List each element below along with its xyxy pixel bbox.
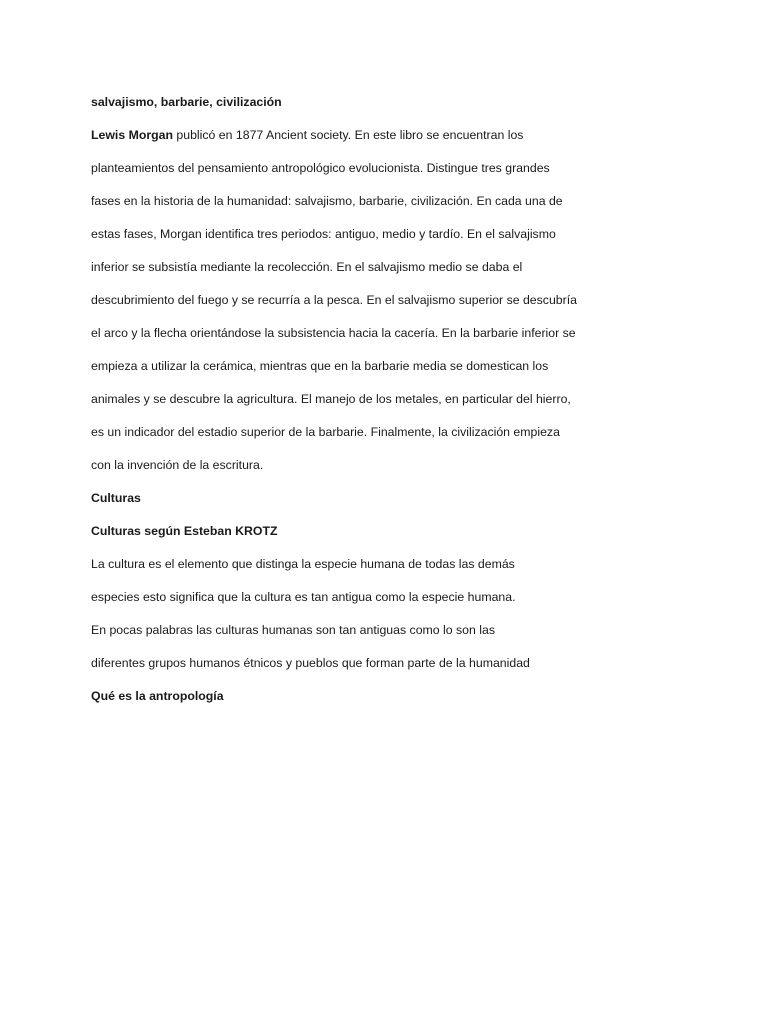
paragraph-line: fases en la historia de la humanidad: salvajismo, barbarie, civilización. En cada una de	[91, 194, 563, 208]
paragraph-line	[91, 124, 591, 157]
paragraph-line: En pocas palabras las culturas humanas son tan antiguas como lo son las	[91, 623, 495, 637]
document-body	[91, 91, 591, 718]
section-heading-antropologia: Qué es la antropología	[91, 689, 224, 703]
paragraph-line: planteamientos del pensamiento antropológico evolucionista. Distingue tres grandes	[91, 161, 550, 175]
paragraph-line: el arco y la flecha orientándose la subsistencia hacia la cacería. En la barbarie inferior se	[91, 326, 576, 340]
paragraph-line: La cultura es el elemento que distinga la especie humana de todas las demás	[91, 557, 515, 571]
paragraph-lead-text: publicó en 1877 Ancient society. En este libro se encuentran los	[173, 128, 524, 142]
paragraph-line: con la invención de la escritura.	[91, 458, 264, 472]
paragraph-line: diferentes grupos humanos étnicos y pueblos que forman parte de la humanidad	[91, 656, 530, 670]
paragraph-line: es un indicador del estadio superior de la barbarie. Finalmente, la civilización empieza	[91, 425, 560, 439]
paragraph-line: animales y se descubre la agricultura. El manejo de los metales, en particular del hierro,	[91, 392, 571, 406]
paragraph-line: empieza a utilizar la cerámica, mientras que en la barbarie media se domestican los	[91, 359, 549, 373]
paragraph-line: especies esto significa que la cultura es tan antigua como la especie humana.	[91, 590, 516, 604]
author-name: Lewis Morgan	[91, 128, 173, 142]
paragraph-line: estas fases, Morgan identifica tres periodos: antiguo, medio y tardío. En el salvajismo	[91, 227, 556, 241]
section-heading-krotz: Culturas según Esteban KROTZ	[91, 524, 278, 538]
paragraph-line: inferior se subsistía mediante la recolección. En el salvajismo medio se daba el	[91, 260, 523, 274]
paragraph-line: descubrimiento del fuego y se recurría a la pesca. En el salvajismo superior se descubría	[91, 293, 577, 307]
section-heading-culturas: Culturas	[91, 491, 141, 505]
section-heading-salvajismo: salvajismo, barbarie, civilización	[91, 95, 282, 109]
